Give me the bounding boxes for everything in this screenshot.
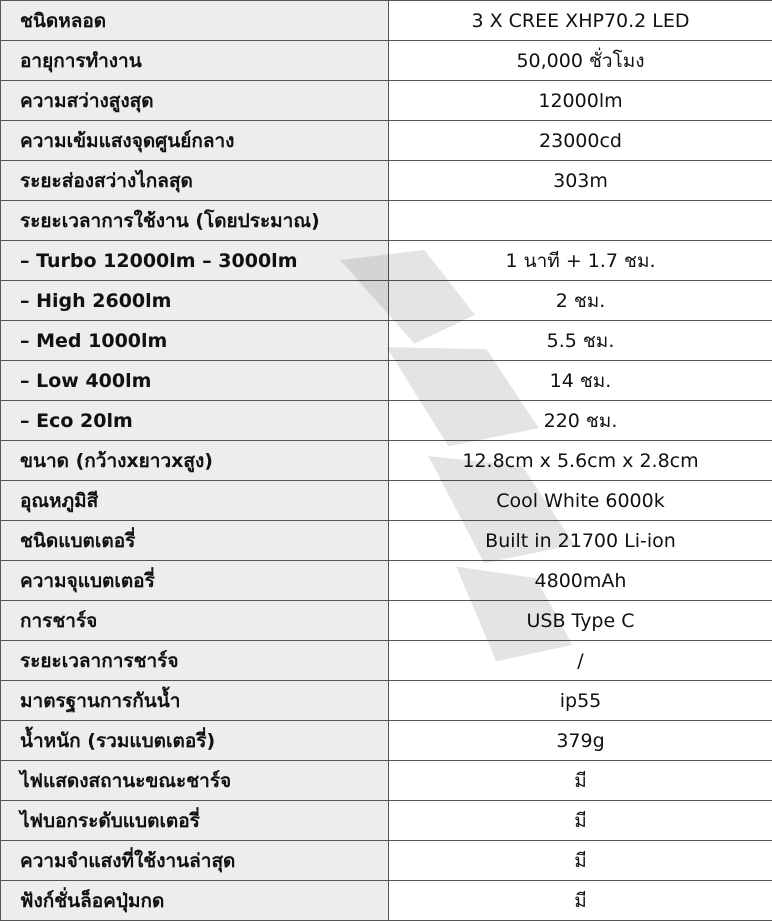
table-row <box>1 401 772 441</box>
spec-label: น้ำหนัก (รวมแบตเตอรี่) <box>1 721 389 761</box>
table-row <box>1 161 772 201</box>
spec-value: 379g <box>389 721 772 761</box>
spec-value: มี <box>389 801 772 841</box>
table-row <box>1 121 772 161</box>
spec-label: – Eco 20lm <box>1 401 389 441</box>
spec-label: มาตรฐานการกันน้ำ <box>1 681 389 721</box>
spec-label: – Turbo 12000lm – 3000lm <box>1 241 389 281</box>
table-row <box>1 241 772 281</box>
spec-label: ชนิดหลอด <box>1 1 389 41</box>
table-row <box>1 1 772 41</box>
spec-label: ความสว่างสูงสุด <box>1 81 389 121</box>
spec-label: การชาร์จ <box>1 601 389 641</box>
table-row <box>1 841 772 881</box>
spec-label: ระยะเวลาการชาร์จ <box>1 641 389 681</box>
spec-value: 2 ชม. <box>389 281 772 321</box>
spec-value: Built in 21700 Li-ion <box>389 521 772 561</box>
table-row <box>1 481 772 521</box>
spec-value: 303m <box>389 161 772 201</box>
spec-label: อุณหภูมิสี <box>1 481 389 521</box>
table-row <box>1 321 772 361</box>
spec-value: / <box>389 641 772 681</box>
table-row <box>1 881 772 921</box>
spec-value: มี <box>389 841 772 881</box>
spec-value: 220 ชม. <box>389 401 772 441</box>
spec-value: Cool White 6000k <box>389 481 772 521</box>
spec-value: ip55 <box>389 681 772 721</box>
table-row <box>1 41 772 81</box>
table-row <box>1 281 772 321</box>
table-row <box>1 81 772 121</box>
spec-label: ความจุแบตเตอรี่ <box>1 561 389 601</box>
table-row <box>1 201 772 241</box>
spec-table-body <box>1 1 772 921</box>
spec-label: ขนาด (กว้างxยาวxสูง) <box>1 441 389 481</box>
table-row <box>1 521 772 561</box>
spec-value: 12.8cm x 5.6cm x 2.8cm <box>389 441 772 481</box>
spec-value: 50,000 ชั่วโมง <box>389 41 772 81</box>
table-row <box>1 761 772 801</box>
spec-label: ระยะเวลาการใช้งาน (โดยประมาณ) <box>1 201 389 241</box>
spec-label: – Med 1000lm <box>1 321 389 361</box>
spec-label: – High 2600lm <box>1 281 389 321</box>
spec-value: 23000cd <box>389 121 772 161</box>
spec-value: 12000lm <box>389 81 772 121</box>
spec-value: 3 X CREE XHP70.2 LED <box>389 1 772 41</box>
spec-value: USB Type C <box>389 601 772 641</box>
table-row <box>1 801 772 841</box>
spec-label: ไฟแสดงสถานะขณะชาร์จ <box>1 761 389 801</box>
spec-value: มี <box>389 761 772 801</box>
spec-label: ความเข้มแสงจุดศูนย์กลาง <box>1 121 389 161</box>
spec-value <box>389 201 772 241</box>
table-row <box>1 561 772 601</box>
spec-label: ฟังก์ชั่นล็อคปุ่มกด <box>1 881 389 921</box>
spec-value: 4800mAh <box>389 561 772 601</box>
spec-label: ความจำแสงที่ใช้งานล่าสุด <box>1 841 389 881</box>
spec-label: ชนิดแบตเตอรี่ <box>1 521 389 561</box>
table-row <box>1 681 772 721</box>
spec-label: ระยะส่องสว่างไกลสุด <box>1 161 389 201</box>
table-row <box>1 441 772 481</box>
spec-value: 5.5 ชม. <box>389 321 772 361</box>
spec-value: 14 ชม. <box>389 361 772 401</box>
table-row <box>1 721 772 761</box>
spec-value: มี <box>389 881 772 921</box>
spec-label: ไฟบอกระดับแบตเตอรี่ <box>1 801 389 841</box>
spec-label: – Low 400lm <box>1 361 389 401</box>
table-row <box>1 361 772 401</box>
table-row <box>1 641 772 681</box>
spec-label: อายุการทำงาน <box>1 41 389 81</box>
table-row <box>1 601 772 641</box>
spec-value: 1 นาที + 1.7 ชม. <box>389 241 772 281</box>
